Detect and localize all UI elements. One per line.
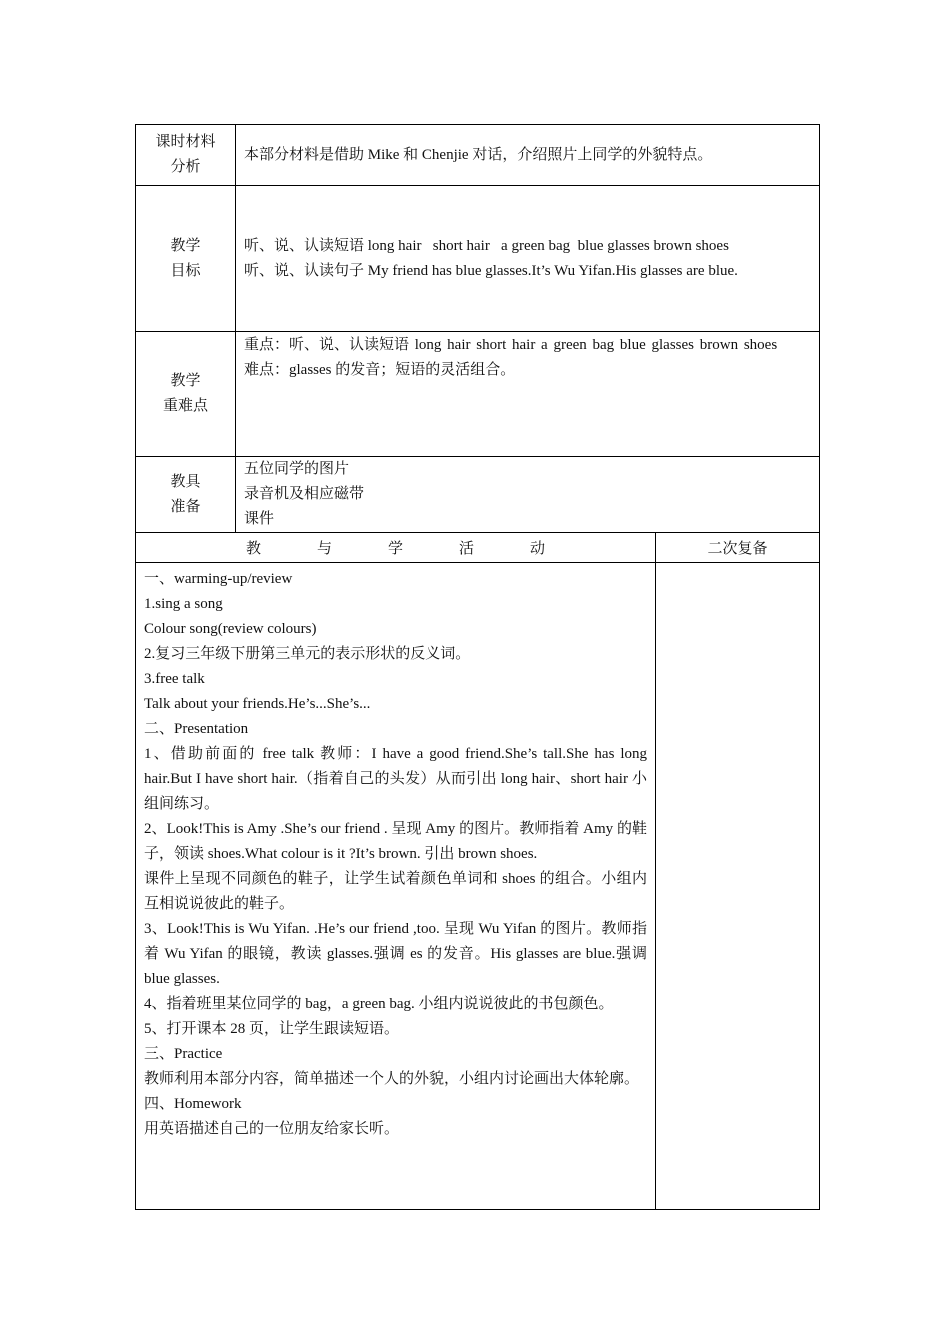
row-label: 教学 目标 xyxy=(136,186,236,332)
row-content: 五位同学的图片 录音机及相应磁带 课件 xyxy=(236,457,820,533)
lesson-plan-table xyxy=(135,124,820,1210)
row-teaching-aids xyxy=(136,457,820,533)
row-label: 教具 准备 xyxy=(136,457,236,533)
activity-line: 四、Homework xyxy=(144,1096,242,1112)
activity-line: 一、warming-up/review xyxy=(144,571,293,587)
activity-line: 3.free talk xyxy=(144,671,205,687)
revision-header: 二次复备 xyxy=(656,533,820,563)
activity-line: 3、Look!This is Wu Yifan. .He’s our friend ,too. 呈现 Wu Yifan 的图片。教师指着 Wu Yifan 的眼镜，教读 glasses.强调 es 的发音。His glasses are blue.强调 blue glasses. xyxy=(144,921,647,987)
activity-line: 2、Look!This is Amy .She’s our friend . 呈现 Amy 的图片。教师指着 Amy 的鞋子，领读 shoes.What colour is it ?It’s brown. 引出 brown shoes. xyxy=(144,821,647,862)
revision-notes-cell xyxy=(656,563,820,1210)
activity-line: 课件上呈现不同颜色的鞋子，让学生试着颜色单词和 shoes 的组合。小组内互相说说彼此的鞋子。 xyxy=(144,871,647,912)
activity-line: 2.复习三年级下册第三单元的表示形状的反义词。 xyxy=(144,646,471,662)
activity-line: 1.sing a song xyxy=(144,596,223,612)
activity-line: 三、Practice xyxy=(144,1046,223,1062)
row-content: 本部分材料是借助 Mike 和 Chenjie 对话，介绍照片上同学的外貌特点。 xyxy=(236,125,820,186)
activity-line: Talk about your friends.He’s...She’s... xyxy=(144,696,371,712)
row-teaching-goals xyxy=(136,186,820,332)
activity-line: Colour song(review colours) xyxy=(144,621,317,637)
activities-content xyxy=(136,563,656,1210)
row-material-analysis xyxy=(136,125,820,186)
activities-row xyxy=(136,563,820,1210)
activity-line: 二、Presentation xyxy=(144,721,249,737)
activities-header-row xyxy=(136,533,820,563)
activity-line: 教师利用本部分内容，简单描述一个人的外貌，小组内讨论画出大体轮廓。 xyxy=(144,1071,640,1087)
activity-line: 用英语描述自己的一位朋友给家长听。 xyxy=(144,1121,400,1137)
row-content: 重点：听、说、认读短语 long hair short hair a green bag blue glasses brown shoes 难点：glasses 的发音；短语的灵活组合。 xyxy=(236,332,820,457)
row-key-points xyxy=(136,332,820,457)
activity-line: 5、打开课本 28 页，让学生跟读短语。 xyxy=(144,1021,400,1037)
activity-line: 4、指着班里某位同学的 bag，a green bag. 小组内说说彼此的书包颜色。 xyxy=(144,996,614,1012)
activity-line: 1、借助前面的 free talk 教师：I have a good friend.She’s tall.She has long hair.But I have short hair.（指着自己的头发）从而引出 long hair、short hair 小组间练习。 xyxy=(144,746,647,812)
row-label: 教学 重难点 xyxy=(136,332,236,457)
row-content: 听、说、认读短语 long hair short hair a green bag blue glasses brown shoes 听、说、认读句子 My friend has blue glasses.It’s Wu Yifan.His glasses are blue. xyxy=(236,186,820,332)
activities-header: 教 与 学 活 动 xyxy=(136,533,656,563)
row-label: 课时材料 分析 xyxy=(136,125,236,186)
